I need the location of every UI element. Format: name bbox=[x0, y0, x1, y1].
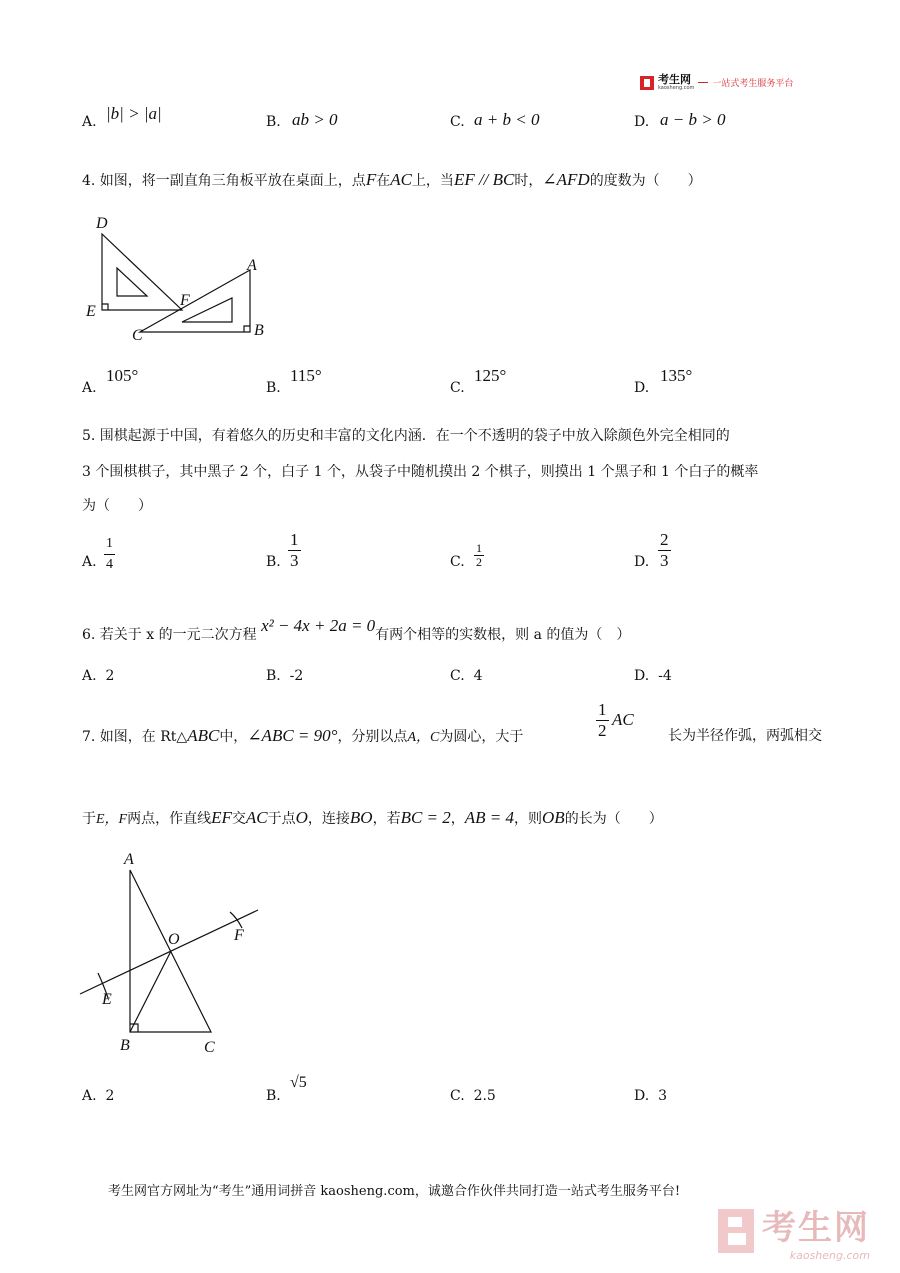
q7-seg-bo: BO bbox=[349, 808, 373, 827]
option-value: 2 bbox=[105, 668, 115, 684]
q4-text-2: 在 bbox=[376, 173, 391, 189]
q6-equation: x² − 4x + 2a = 0 bbox=[261, 616, 376, 635]
q3-option-b-math: ab > 0 bbox=[292, 110, 338, 129]
q5-option-b-frac bbox=[288, 530, 301, 571]
frac-den: 4 bbox=[106, 557, 113, 572]
q4-label-d: D bbox=[96, 215, 108, 232]
q4-option-c-value: 125° bbox=[474, 366, 507, 385]
header-logo bbox=[640, 74, 793, 91]
q7-seg-ob: OB bbox=[542, 808, 565, 827]
q5-option-d-frac bbox=[658, 530, 671, 571]
q4-text-4: 时， bbox=[514, 173, 543, 189]
q7-label-o: O bbox=[168, 931, 180, 948]
frac-den: 2 bbox=[476, 555, 482, 569]
option-label: D. bbox=[634, 668, 650, 684]
q4-option-b: B. bbox=[266, 380, 281, 396]
frac-num: 1 bbox=[476, 541, 482, 555]
watermark-text bbox=[762, 1200, 870, 1262]
q4-right-angle-b bbox=[244, 326, 250, 332]
q5-option-a: A. bbox=[82, 554, 97, 570]
q3-option-c: C. bbox=[450, 114, 465, 130]
option-label: C. bbox=[450, 668, 465, 684]
option-value: 3 bbox=[658, 1088, 668, 1104]
q7-triangle: ABC bbox=[187, 726, 220, 745]
q4-stem bbox=[82, 170, 702, 191]
q7-label-f: F bbox=[234, 927, 244, 944]
q4-label-b: B bbox=[254, 322, 264, 339]
q7-l2-text-2: 两点，作直线 bbox=[127, 811, 212, 827]
q4-right-angle-e bbox=[102, 304, 108, 310]
option-value: 4 bbox=[473, 668, 483, 684]
q4-label-e: E bbox=[86, 303, 96, 320]
option-label: A. bbox=[82, 1088, 97, 1104]
q7-l2-text-3: 交 bbox=[231, 811, 246, 827]
q4-seg-ac: AC bbox=[390, 170, 412, 189]
q5-line-2: 3 个围棋棋子，其中黑子 2 个，白子 1 个，从袋子中随机摸出 2 个棋子，则摸出 1 个黑子和 1 个白子的概率 bbox=[82, 464, 759, 480]
q6-text-1: 6. 若关于 x 的一元二次方程 bbox=[82, 627, 257, 643]
q3-option-a bbox=[82, 114, 97, 130]
q7-label-b: B bbox=[120, 1037, 130, 1054]
q4-label-a: A bbox=[247, 257, 257, 274]
q7-line-2 bbox=[82, 808, 663, 830]
q6-option-a bbox=[82, 668, 114, 684]
frac-num: 1 bbox=[598, 700, 607, 719]
q7-point-o: O bbox=[295, 808, 308, 827]
q5-option-a-frac bbox=[104, 534, 115, 575]
q4-option-a-value: 105° bbox=[106, 366, 139, 385]
frac-num: 2 bbox=[660, 530, 669, 549]
frac-num: 1 bbox=[104, 534, 115, 555]
frac-den: 3 bbox=[660, 551, 669, 570]
q3-option-a-math: |b| > |a| bbox=[106, 104, 162, 123]
option-label: D. bbox=[634, 1088, 650, 1104]
q7-option-b-value: √5 bbox=[290, 1074, 307, 1091]
q4-point-f: F bbox=[365, 170, 377, 189]
q7-l2-text-6: ，若 bbox=[372, 811, 401, 827]
q4-text-1: 4. 如图，将一副直角三角板平放在桌面上，点 bbox=[82, 173, 366, 189]
option-label: C. bbox=[450, 1088, 465, 1104]
watermark bbox=[716, 1200, 870, 1262]
q5-option-b: B. bbox=[266, 554, 281, 570]
q7-text-1: 7. 如图，在 Rt△ bbox=[82, 729, 188, 745]
q7-l2-text-4: 于点 bbox=[267, 811, 296, 827]
logo-domain: kaosheng.com bbox=[658, 85, 695, 91]
q7-l2-text-5: ，连接 bbox=[307, 811, 350, 827]
watermark-domain: kaosheng.com bbox=[789, 1249, 870, 1262]
q4-text-5: 的度数为（ ） bbox=[589, 173, 702, 189]
q5-line-3: 为（ ） bbox=[82, 498, 152, 514]
q4-figure bbox=[80, 210, 280, 350]
q7-bc-value: BC = 2 bbox=[400, 808, 451, 827]
q7-half-ac: AC bbox=[612, 710, 634, 729]
q7-label-c: C bbox=[204, 1039, 215, 1056]
q7-line-ef: EF bbox=[211, 808, 232, 827]
q5-option-c-frac bbox=[474, 542, 484, 569]
logo-mark-icon bbox=[640, 76, 654, 90]
q6-stem bbox=[82, 616, 631, 645]
q3-option-d-math: a − b > 0 bbox=[660, 110, 726, 129]
q4-triangle-def bbox=[102, 234, 182, 310]
q4-text-3: 上，当 bbox=[411, 173, 454, 189]
q3-option-d: D. bbox=[634, 114, 650, 130]
q7-l2-text-1: 于 bbox=[82, 811, 96, 827]
q3-option-c-math: a + b < 0 bbox=[474, 110, 540, 129]
q7-segment-bo bbox=[130, 951, 171, 1032]
q4-label-f: F bbox=[180, 292, 190, 309]
q7-text-4: 为圆心，大于 bbox=[439, 729, 524, 745]
q7-half-frac bbox=[596, 700, 609, 741]
q7-ab-value: AB = 4 bbox=[464, 808, 515, 827]
q7-text-2: 中， bbox=[219, 729, 248, 745]
q7-option-a bbox=[82, 1088, 114, 1104]
q7-label-e: E bbox=[102, 991, 112, 1008]
header-slogan: 一站式考生服务平台 bbox=[712, 79, 794, 89]
q6-option-d bbox=[634, 668, 672, 684]
q7-l2-text-7: ， bbox=[450, 811, 465, 827]
q7-text-3: ，分别以点 bbox=[337, 729, 408, 745]
q7-option-d bbox=[634, 1088, 667, 1104]
q7-text-5: 长为半径作弧，两弧相交 bbox=[668, 728, 822, 744]
q4-label-c: C bbox=[132, 327, 143, 344]
q4-option-a: A. bbox=[82, 380, 97, 396]
q4-option-d-value: 135° bbox=[660, 366, 693, 385]
option-value: -2 bbox=[289, 668, 304, 684]
frac-den: 3 bbox=[290, 551, 299, 570]
q4-condition: EF // BC bbox=[453, 170, 515, 189]
q5-option-d: D. bbox=[634, 554, 650, 570]
option-label: A. bbox=[82, 668, 97, 684]
q7-figure bbox=[74, 848, 274, 1058]
q3-option-b: B. bbox=[266, 114, 281, 130]
q4-option-b-value: 115° bbox=[290, 366, 322, 385]
slogan-divider bbox=[698, 82, 708, 83]
q6-option-b bbox=[266, 668, 303, 684]
q5-option-c: C. bbox=[450, 554, 465, 570]
q7-l2-text-8: ，则 bbox=[514, 811, 543, 827]
option-value: 2.5 bbox=[473, 1088, 496, 1104]
q4-angle: ∠AFD bbox=[542, 170, 590, 189]
q7-seg-ac: AC bbox=[245, 808, 268, 827]
q6-text-2: 有两个相等的实数根，则 a 的值为（ ） bbox=[375, 627, 631, 643]
logo-text bbox=[658, 74, 694, 91]
footer-text: 考生网官方网址为“考生”通用词拼音 kaosheng.com，诚邀合作伙伴共同打造一站式考生服务平台! bbox=[108, 1184, 681, 1199]
option-label: B. bbox=[266, 668, 281, 684]
q7-label-a: A bbox=[124, 851, 134, 868]
q7-l2-text-9: 的长为（ ） bbox=[564, 811, 663, 827]
q4-option-d: D. bbox=[634, 380, 650, 396]
frac-den: 2 bbox=[598, 721, 607, 740]
q7-angle: ∠ABC = 90° bbox=[247, 726, 338, 745]
option-value: 2 bbox=[105, 1088, 115, 1104]
option-value: -4 bbox=[658, 668, 672, 684]
q5-line-1: 5. 围棋起源于中国，有着悠久的历史和丰富的文化内涵．在一个不透明的袋子中放入除颜色外完全相同的 bbox=[82, 428, 730, 444]
q7-line-ef bbox=[80, 910, 258, 994]
q7-line-1 bbox=[82, 726, 523, 748]
logo-brand: 考生网 bbox=[658, 73, 691, 86]
q6-option-c bbox=[450, 668, 483, 684]
watermark-brand: 考生网 bbox=[762, 1208, 870, 1248]
q4-triangle-abc bbox=[140, 270, 250, 332]
q7-ef-points: E，F bbox=[96, 812, 128, 827]
q7-option-c bbox=[450, 1088, 496, 1104]
frac-num: 1 bbox=[290, 530, 299, 549]
q7-option-b: B. bbox=[266, 1088, 281, 1104]
watermark-logo-icon bbox=[716, 1207, 756, 1255]
option-label: A. bbox=[82, 114, 97, 130]
q7-points: A，C bbox=[407, 730, 440, 745]
q4-option-c: C. bbox=[450, 380, 465, 396]
